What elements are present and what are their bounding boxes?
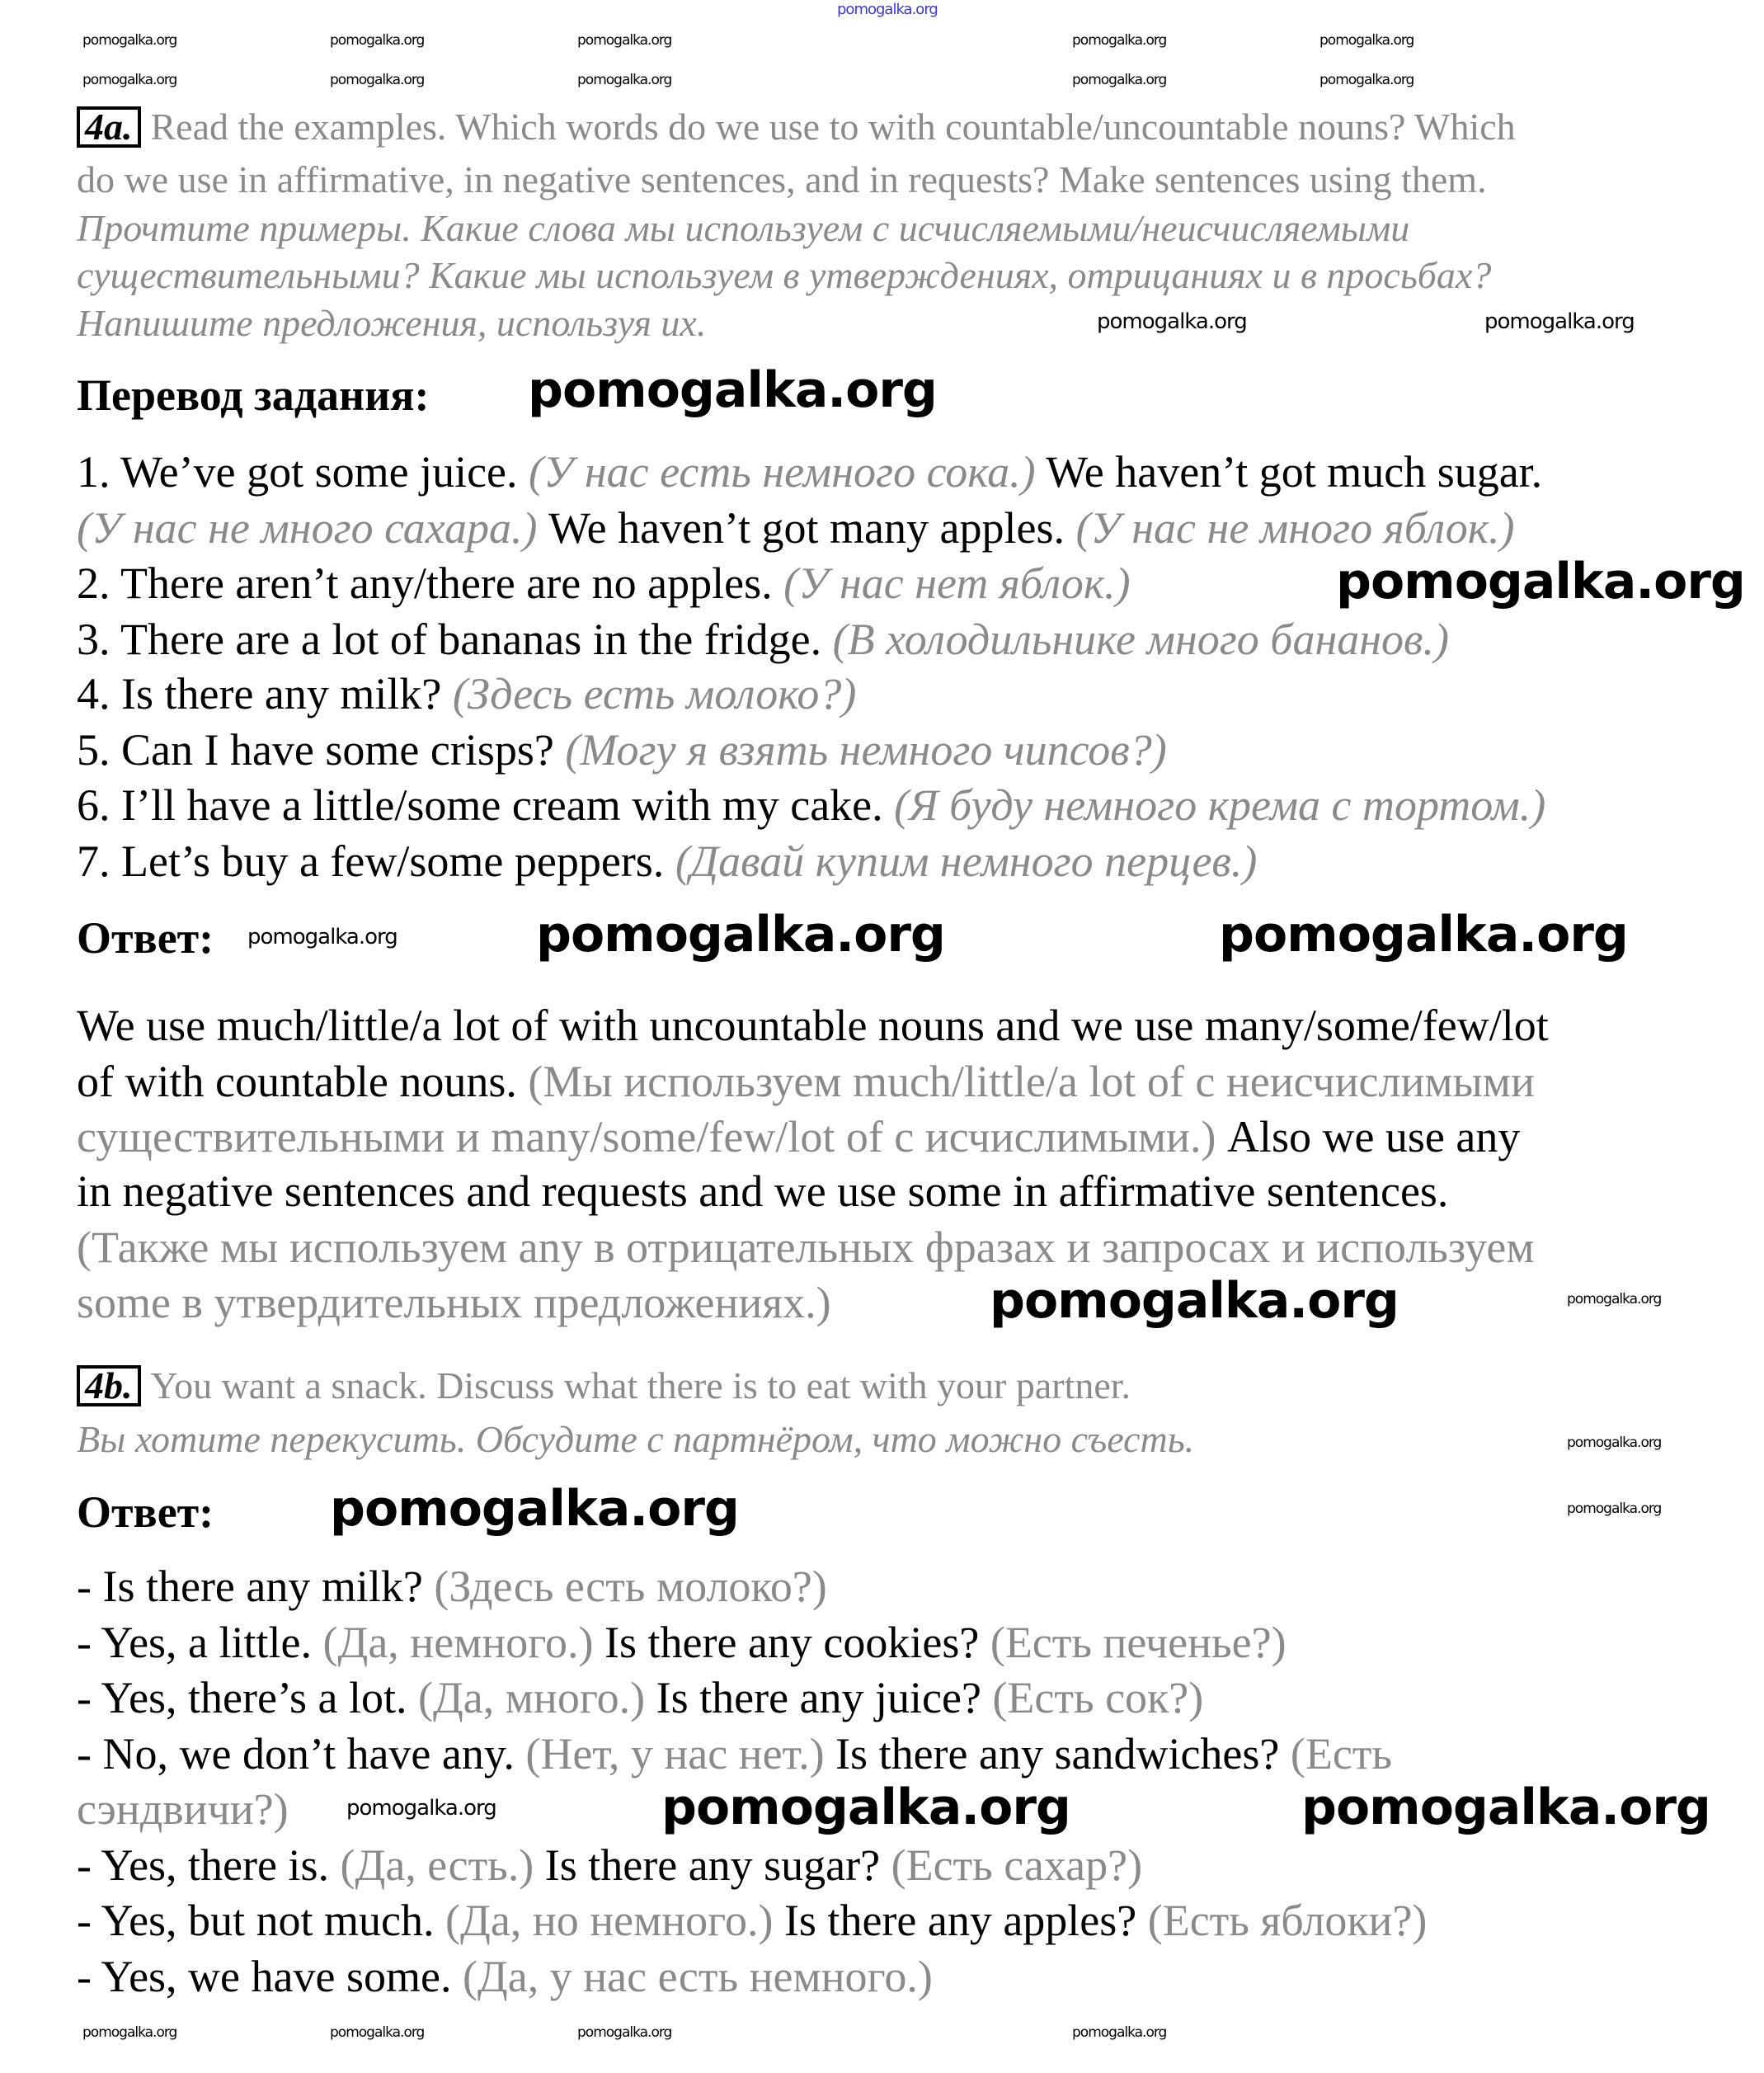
answer-line	[77, 1165, 1448, 1218]
watermark: pomogalka.org	[1301, 1779, 1710, 1836]
russian-translation-text: (Могу я взять немного чипсов?)	[565, 725, 1167, 775]
english-text: Is there any apples?	[773, 1896, 1148, 1945]
watermark: pomogalka.org	[577, 2024, 672, 2041]
watermark: pomogalka.org	[536, 906, 945, 963]
watermark: pomogalka.org	[330, 2024, 425, 2041]
russian-translation-text: (Да, есть.)	[340, 1840, 534, 1890]
watermark: pomogalka.org	[1219, 906, 1628, 963]
english-text: Is there any juice?	[645, 1673, 993, 1722]
watermark: pomogalka.org	[1484, 309, 1635, 334]
english-text: We haven’t got many apples.	[537, 503, 1076, 553]
russian-translation-text: (Да, у нас есть немного.)	[462, 1952, 933, 2001]
russian-translation-text: существительными и many/some/few/lot of с исчислимыми.)	[77, 1112, 1216, 1161]
russian-translation-text: (У нас не много яблок.)	[1075, 503, 1515, 553]
russian-translation-text: (Я буду немного крема с тортом.)	[894, 780, 1546, 830]
translation-line	[77, 835, 1257, 888]
english-text: 3. There are a lot of bananas in the fridge.	[77, 615, 833, 664]
english-text: do we use in affirmative, in negative sentences, and in requests? Make sentences using them.	[77, 158, 1487, 200]
watermark: pomogalka.org	[330, 72, 425, 88]
watermark: pomogalka.org	[346, 1796, 496, 1821]
english-text: 2. There aren’t any/there are no apples.	[77, 558, 784, 608]
english-text: Is there any cookies?	[593, 1618, 990, 1667]
answer-line	[77, 1110, 1520, 1163]
answer-line	[77, 1276, 831, 1329]
russian-translation-text: (У нас нет яблок.)	[783, 558, 1131, 608]
watermark: pomogalka.org	[1336, 553, 1745, 610]
russian-translation-text: (Да, много.)	[417, 1673, 646, 1722]
russian-translation-text: some в утвердительных предложениях.)	[77, 1278, 831, 1327]
english-text: - Yes, a little.	[77, 1618, 323, 1667]
russian-translation-text: (Есть сок?)	[992, 1673, 1204, 1722]
watermark: pomogalka.org	[837, 1, 938, 18]
dialogue-line	[77, 1616, 1287, 1669]
english-text: in negative sentences and requests and we use some in affirmative sentences.	[77, 1166, 1449, 1216]
watermark: pomogalka.org	[1319, 32, 1414, 49]
answer-line	[77, 1221, 1535, 1274]
russian-translation-text: Вы хотите перекусить. Обсудите с партнёром, что можно съесть.	[77, 1418, 1195, 1460]
task-4b-instruction-line-0	[77, 1363, 1131, 1409]
answer-heading-4b: Ответ:	[77, 1487, 214, 1537]
russian-translation-text: Напишите предложения, используя их.	[77, 302, 707, 344]
russian-translation-text: сэндвичи?)	[77, 1784, 289, 1834]
russian-translation-text: (Есть печенье?)	[990, 1618, 1287, 1667]
english-text: - Yes, there’s a lot.	[77, 1673, 418, 1722]
russian-translation-text: существительными? Какие мы используем в утверждениях, отрицаниях и в просьбах?	[77, 254, 1492, 296]
translation-line	[77, 502, 1514, 554]
english-text: - Yes, we have some.	[77, 1952, 463, 2001]
russian-translation-text: (Да, немного.)	[322, 1618, 594, 1667]
watermark: pomogalka.org	[1072, 32, 1167, 49]
russian-translation-text: (У нас есть немного сока.)	[529, 447, 1036, 497]
task-4a-instruction-line-0	[77, 104, 1516, 150]
english-text: Also we use any	[1216, 1112, 1521, 1161]
russian-translation-text: (Мы используем much/little/a lot of с неисчислимыми	[528, 1057, 1535, 1106]
watermark: pomogalka.org	[661, 1779, 1070, 1836]
dialogue-line	[77, 1839, 1142, 1892]
english-text: 4. Is there any milk?	[77, 669, 453, 718]
english-text: You want a snack. Discuss what there is to eat with your partner.	[150, 1364, 1131, 1406]
task-4b-label: 4b.	[77, 1365, 141, 1406]
dialogue-line	[77, 1950, 933, 2003]
translation-line	[77, 667, 856, 720]
translation-line	[77, 557, 1131, 610]
translation-heading: Перевод задания:	[77, 370, 430, 420]
russian-translation-text: (Также мы используем any в отрицательных фразах и запросах и используем	[77, 1223, 1535, 1272]
english-text: Read the examples. Which words do we use to with countable/uncountable nouns? Which	[150, 106, 1516, 148]
watermark: pomogalka.org	[1097, 309, 1247, 334]
english-text: - Is there any milk?	[77, 1562, 435, 1611]
watermark: pomogalka.org	[82, 72, 177, 88]
translation-line	[77, 779, 1545, 832]
watermark: pomogalka.org	[247, 925, 397, 949]
english-text: - Yes, but not much.	[77, 1896, 446, 1945]
english-text: 5. Can I have some crisps?	[77, 725, 566, 775]
task-4a-instruction-line	[77, 205, 1409, 252]
task-4b-instruction-line	[77, 1416, 1194, 1463]
watermark: pomogalka.org	[1567, 1501, 1662, 1517]
english-text: 1. We’ve got some juice.	[77, 447, 529, 497]
dialogue-line	[77, 1727, 1392, 1780]
russian-translation-text: (Есть сахар?)	[891, 1840, 1143, 1890]
task-4a-instruction-line	[77, 157, 1487, 203]
dialogue-line	[77, 1560, 827, 1613]
russian-translation-text: (Да, но немного.)	[445, 1896, 774, 1945]
watermark: pomogalka.org	[1072, 72, 1167, 88]
answer-heading-4a: Ответ:	[77, 913, 214, 963]
russian-translation-text: (Здесь есть молоко?)	[452, 669, 857, 718]
dialogue-line	[77, 1783, 289, 1835]
task-4a-label: 4a.	[77, 106, 141, 148]
english-text: Is there any sandwiches?	[824, 1729, 1291, 1779]
translation-line	[77, 723, 1167, 776]
english-text: - Yes, there is.	[77, 1840, 341, 1890]
watermark: pomogalka.org	[990, 1272, 1399, 1330]
watermark: pomogalka.org	[1319, 72, 1414, 88]
russian-translation-text: (У нас не много сахара.)	[77, 503, 538, 553]
task-4a-instruction-line	[77, 252, 1491, 299]
russian-translation-text: (В холодильнике много бананов.)	[832, 615, 1449, 664]
russian-translation-text: (Здесь есть молоко?)	[434, 1562, 827, 1611]
english-text: We use much/little/a lot of with uncountable nouns and we use many/some/few/lot	[77, 1001, 1549, 1050]
english-text: 6. I’ll have a little/some cream with my cake.	[77, 780, 895, 830]
english-text: - No, we don’t have any.	[77, 1729, 526, 1779]
watermark: pomogalka.org	[1567, 1435, 1662, 1451]
english-text: We haven’t got much sugar.	[1035, 447, 1543, 497]
russian-translation-text: (Давай купим немного перцев.)	[675, 836, 1258, 886]
dialogue-line	[77, 1671, 1203, 1724]
russian-translation-text: (Нет, у нас нет.)	[525, 1729, 825, 1779]
watermark: pomogalka.org	[330, 32, 425, 49]
watermark: pomogalka.org	[1072, 2024, 1167, 2041]
watermark: pomogalka.org	[528, 361, 937, 419]
task-4a-instruction-line	[77, 300, 706, 346]
watermark: pomogalka.org	[577, 72, 672, 88]
watermark: pomogalka.org	[82, 32, 177, 49]
watermark: pomogalka.org	[577, 32, 672, 49]
answer-line	[77, 999, 1549, 1052]
english-text: of with countable nouns.	[77, 1057, 529, 1106]
translation-line	[77, 445, 1542, 498]
english-text: Is there any sugar?	[534, 1840, 891, 1890]
answer-line	[77, 1055, 1535, 1108]
russian-translation-text: (Есть	[1290, 1729, 1393, 1779]
watermark: pomogalka.org	[330, 1480, 739, 1538]
dialogue-line	[77, 1894, 1427, 1947]
english-text: 7. Let’s buy a few/some peppers.	[77, 836, 675, 886]
translation-line	[77, 613, 1449, 666]
russian-translation-text: (Есть яблоки?)	[1147, 1896, 1428, 1945]
russian-translation-text: Прочтите примеры. Какие слова мы используем с исчисляемыми/неисчисляемыми	[77, 207, 1410, 249]
watermark: pomogalka.org	[82, 2024, 177, 2041]
watermark: pomogalka.org	[1567, 1291, 1662, 1307]
